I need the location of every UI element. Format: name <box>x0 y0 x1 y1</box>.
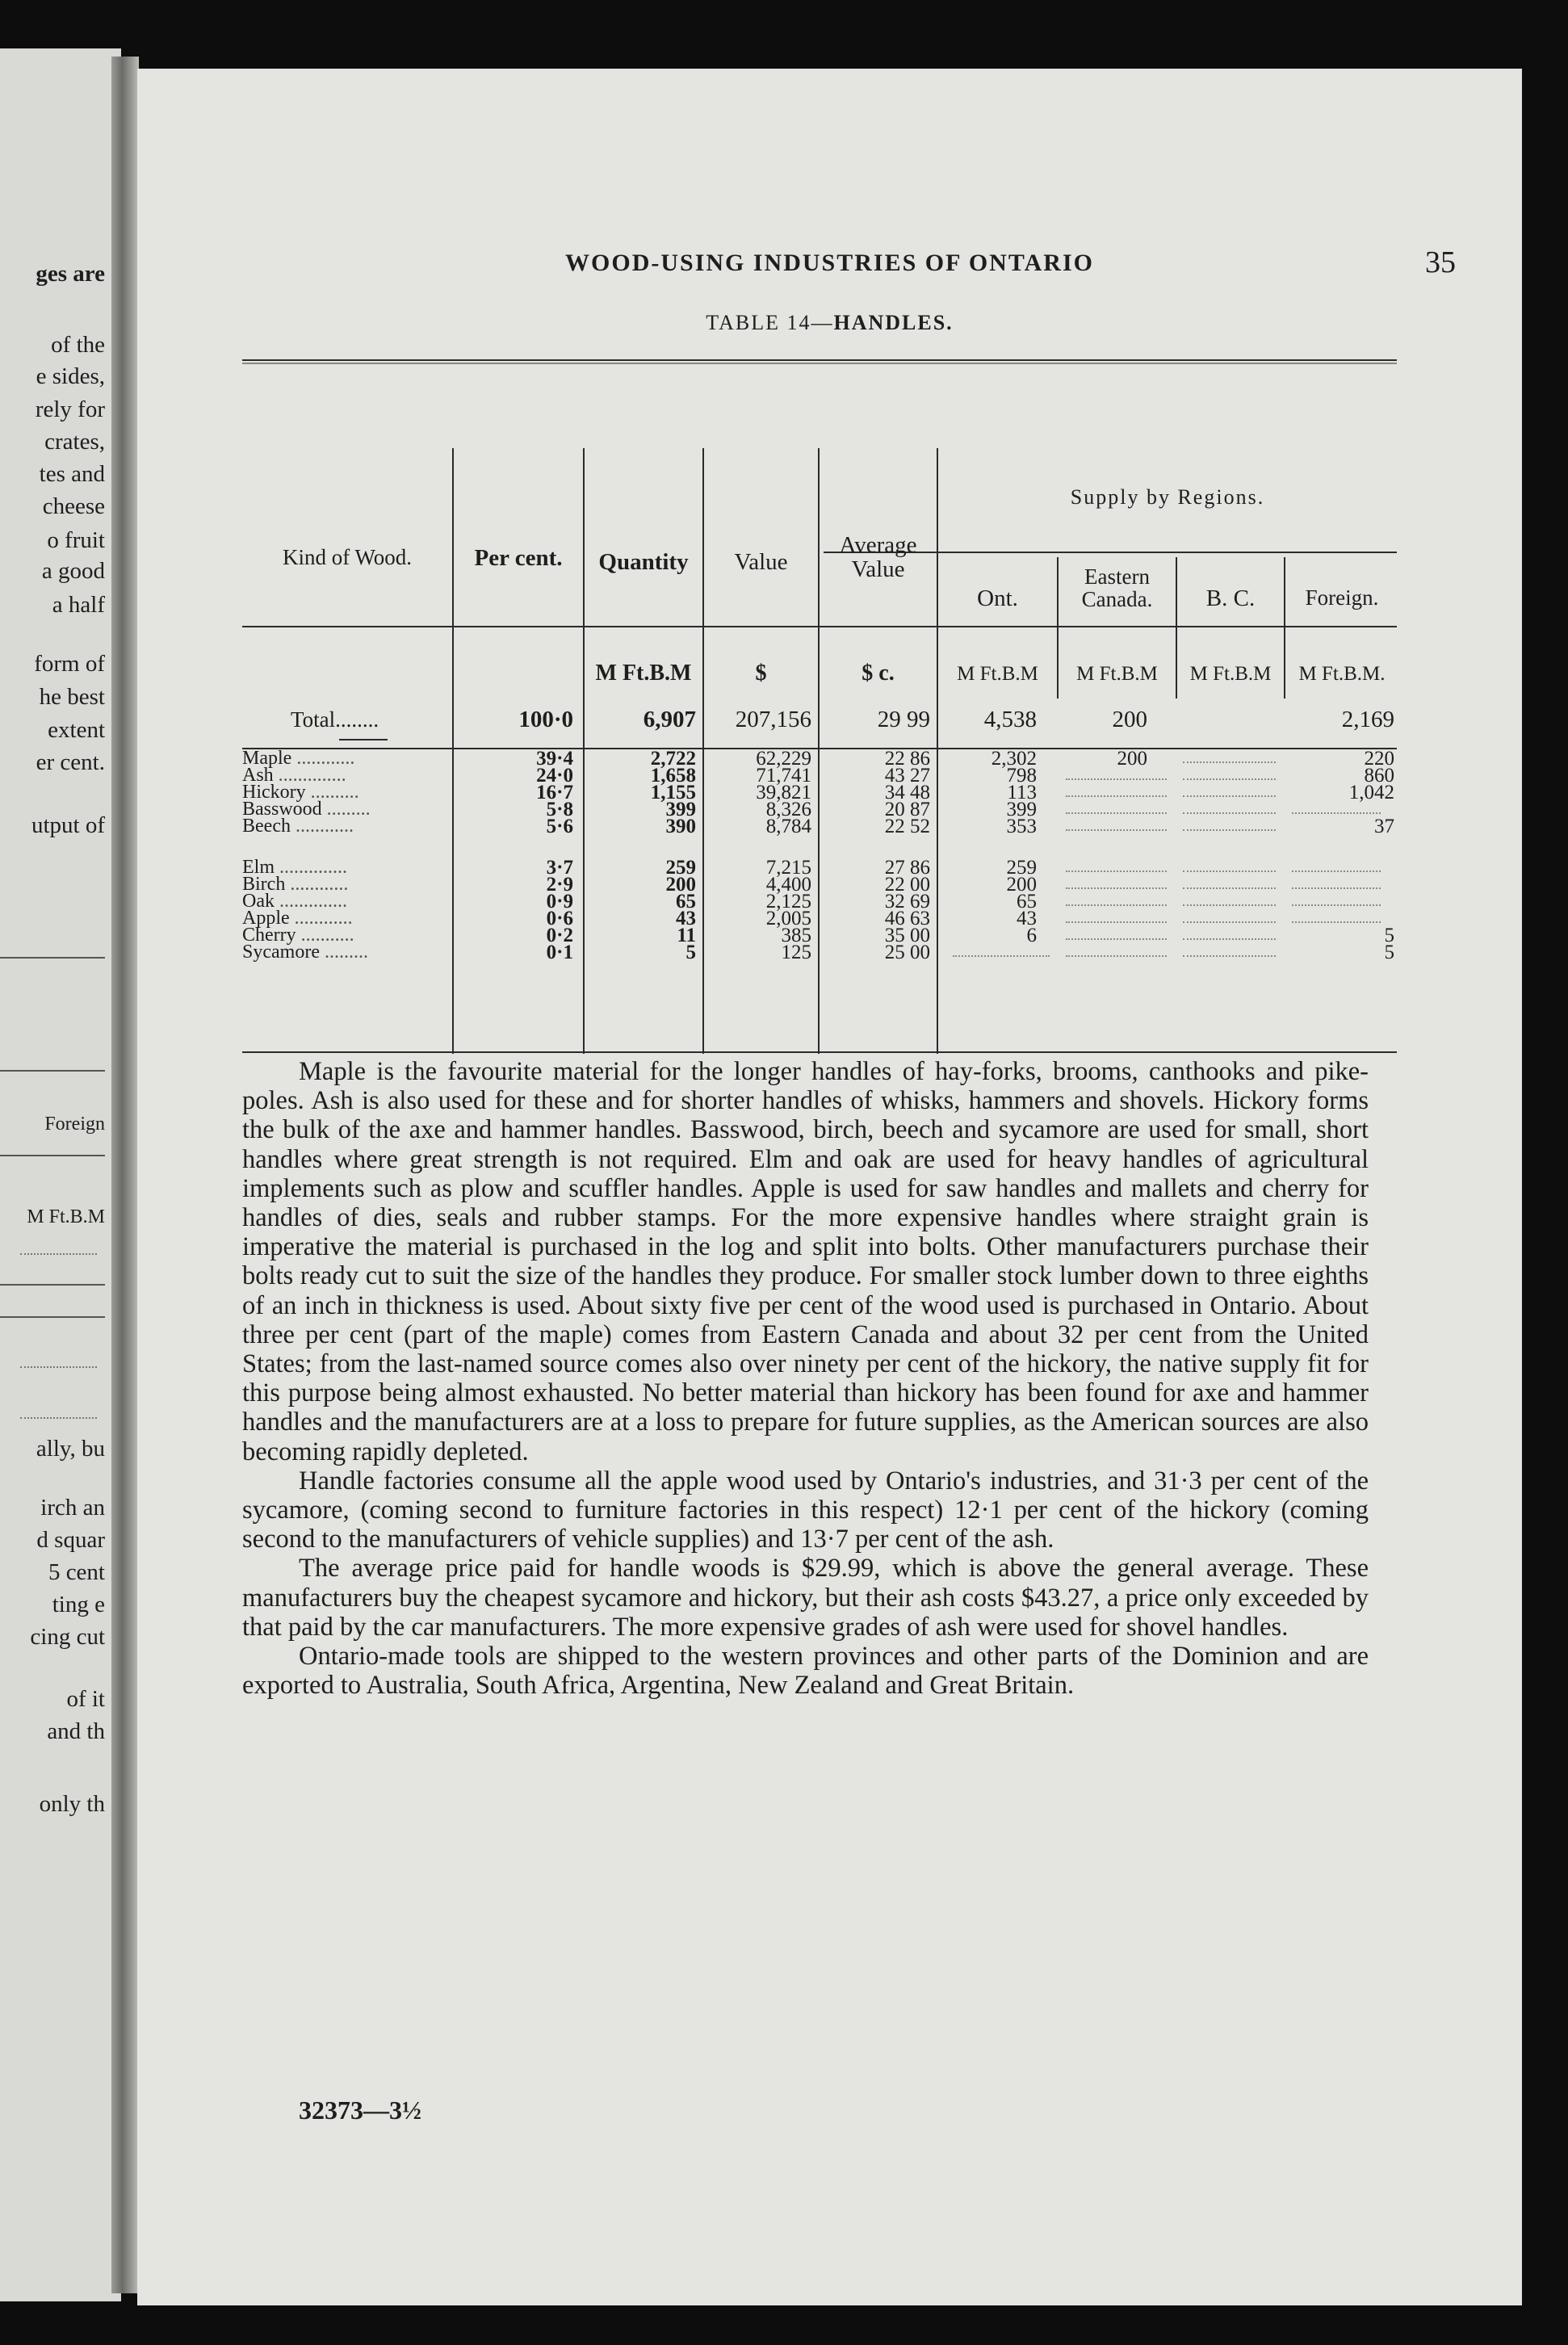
running-head: WOOD-USING INDUSTRIES OF ONTARIO <box>565 250 1094 276</box>
left-page-leader <box>20 1253 97 1255</box>
row-foreign: 1,042 <box>1348 782 1394 803</box>
row-average: 27 86 <box>884 857 930 879</box>
total-foreign: 2,169 <box>1341 707 1394 732</box>
left-page-text: utput of <box>31 812 105 838</box>
header-quantity: Quantity <box>598 549 689 575</box>
row-average: 46 63 <box>884 908 930 929</box>
row-quantity: 399 <box>665 799 696 820</box>
row-value: 4,400 <box>765 874 811 896</box>
empty-cell-leader <box>1066 829 1167 831</box>
empty-cell-leader <box>1066 955 1167 957</box>
left-page-rule <box>0 1316 105 1318</box>
row-ont: 113 <box>1007 782 1037 803</box>
empty-cell-leader <box>1066 938 1167 940</box>
left-page-text: o fruit <box>47 527 105 553</box>
paragraph-1: Maple is the favourite material for the longer handles of hay-forks, brooms, canthooks and pike-poles. Ash is also used for these and for shorter handles of whisks, hammers and shovels. Hickory forms the bulk of the axe and hammer handles. Basswood, birch, beech and sycamore are used for small, short handles where great strength is not required. Elm and oak are used for heavy handles of agricultural implements such as plow and scuffler handles. Apple is used for saw handles and mallets and cherry for handles of dies, seals and rubber stamps. For the more expensive handles where straight grain is imperative the material is purchased in the log and split into bolts. Other manufacturers purchase their bolts ready cut to suit the size of the handles they produce. For smaller stock lumber down to three eighths of an inch in thickness is used. About sixty five per cent of the wood used is purchased in Ontario. About three per cent (part of the maple) comes from Eastern Canada and about 32 per cent from the United States; from the last-named source comes also over ninety per cent of the hickory, the native supply fit for this purpose being almost exhausted. No better material than hickory has been found for axe and hammer handles and the manufacturers are at a loss to prepare for future supplies, as the American sources are also becoming rapidly depleted. <box>242 1057 1369 1466</box>
left-page-text: crates, <box>44 429 105 455</box>
row-average: 20 87 <box>884 799 930 820</box>
left-page-text: he best <box>39 684 105 710</box>
row-value: 8,784 <box>765 816 811 837</box>
row-quantity: 2,722 <box>650 748 696 770</box>
header-average-value: Average Value <box>839 532 917 583</box>
left-page-rule <box>0 1070 105 1072</box>
empty-cell-leader <box>1183 921 1276 923</box>
empty-cell-leader <box>1183 812 1276 814</box>
document-page <box>137 69 1522 2305</box>
row-kind-text: Oak <box>242 891 275 912</box>
left-page-text: cheese <box>42 493 105 519</box>
row-value: 71,741 <box>756 765 811 787</box>
row-quantity: 65 <box>676 891 696 912</box>
row-kind: Beech ............ <box>242 816 354 837</box>
row-value: 2,125 <box>765 891 811 912</box>
header-bottom-rule <box>242 626 1397 627</box>
left-page-text: of the <box>51 332 105 358</box>
left-page-text: cing cut <box>30 1624 105 1650</box>
empty-cell-leader <box>1292 921 1381 923</box>
row-per-cent: 0·9 <box>546 891 573 912</box>
row-kind-text: Apple <box>242 908 290 929</box>
header-bc: B. C. <box>1205 585 1256 611</box>
row-value: 62,229 <box>756 748 811 770</box>
row-kind: Cherry ........... <box>242 925 354 946</box>
row-kind-text: Birch <box>242 874 286 895</box>
row-quantity: 1,155 <box>650 782 696 803</box>
left-page-text: a good <box>41 558 105 584</box>
row-kind-text: Hickory <box>242 782 306 803</box>
row-foreign: 860 <box>1364 765 1394 787</box>
left-page-rule <box>0 957 105 959</box>
empty-cell-leader <box>1066 887 1167 889</box>
total-label-underline <box>339 739 388 740</box>
left-page-text: form of <box>34 651 105 677</box>
empty-cell-leader <box>1183 795 1276 797</box>
unit-quantity: M Ft.B.M <box>595 661 692 686</box>
row-quantity: 200 <box>665 874 696 896</box>
empty-cell-leader <box>1183 870 1276 872</box>
header-supply-by-regions: Supply by Regions. <box>1070 485 1265 509</box>
unit-foreign: M Ft.B.M. <box>1298 663 1386 685</box>
total-quantity: 6,907 <box>643 707 696 732</box>
table-bottom-rule <box>242 1051 1397 1053</box>
left-page-text: rely for <box>35 396 105 422</box>
row-kind: Elm .............. <box>242 857 347 878</box>
row-ont: 353 <box>1006 816 1037 837</box>
total-value: 207,156 <box>735 707 811 732</box>
table-caption <box>137 311 1522 335</box>
left-page-text: ting e <box>52 1592 105 1617</box>
row-kind: Apple ............ <box>242 908 353 929</box>
row-average: 43 27 <box>884 765 930 787</box>
row-per-cent: 0·1 <box>546 942 573 963</box>
body-text <box>242 1057 1369 1700</box>
empty-cell-leader <box>1066 921 1167 923</box>
row-foreign: 220 <box>1364 748 1394 770</box>
row-value: 125 <box>781 942 811 963</box>
empty-cell-leader <box>953 955 1050 957</box>
header-per-cent: Per cent. <box>474 545 563 571</box>
empty-cell-leader <box>1066 812 1167 814</box>
row-quantity: 43 <box>676 908 696 929</box>
empty-cell-leader <box>1183 955 1276 957</box>
total-ontario: 4,538 <box>983 707 1037 732</box>
row-quantity: 390 <box>665 816 696 837</box>
empty-cell-leader <box>1183 938 1276 940</box>
row-ont: 200 <box>1006 874 1037 896</box>
footer-printer-code: 32373—3½ <box>299 2095 421 2125</box>
book-gutter <box>111 57 139 2293</box>
row-average: 22 52 <box>884 816 930 837</box>
row-average: 22 86 <box>884 748 930 770</box>
previous-page-fragment <box>0 48 121 2301</box>
left-page-text: irch an <box>40 1495 105 1521</box>
row-ont: 6 <box>1026 925 1037 946</box>
empty-cell-leader <box>1066 795 1167 797</box>
left-page-rule <box>0 1284 105 1286</box>
row-per-cent: 0·6 <box>546 908 573 929</box>
table-top-rule-2 <box>242 363 1397 364</box>
row-kind-text: Elm <box>242 857 275 878</box>
empty-cell-leader <box>1183 829 1276 831</box>
row-average: 35 00 <box>884 925 930 946</box>
row-kind-text: Maple <box>242 748 292 769</box>
row-value: 7,215 <box>765 857 811 879</box>
row-quantity: 11 <box>677 925 696 946</box>
left-page-text: and th <box>47 1718 105 1744</box>
empty-cell-leader <box>1292 904 1381 906</box>
row-kind: Sycamore ......... <box>242 942 368 963</box>
left-page-text: M Ft.B.M <box>27 1206 105 1227</box>
unit-ontario: M Ft.B.M <box>957 663 1038 685</box>
table-top-rule <box>242 359 1397 361</box>
empty-cell-leader <box>1066 778 1167 780</box>
left-page-leader <box>20 1417 97 1419</box>
total-per-cent: 100·0 <box>518 707 573 732</box>
left-page-leader <box>20 1366 97 1368</box>
paragraph-4: Ontario-made tools are shipped to the western provinces and other parts of the Dominion and are exported to Australia, South Africa, Argentina, New Zealand and Great Britain. <box>242 1642 1369 1701</box>
left-page-rule <box>0 1155 105 1156</box>
empty-cell-leader <box>1292 887 1381 889</box>
left-page-text: d squar <box>36 1527 105 1553</box>
row-ont: 399 <box>1006 799 1037 820</box>
left-page-text: e sides, <box>36 363 105 389</box>
row-kind: Maple ............ <box>242 748 355 769</box>
paragraph-3: The average price paid for handle woods is $29.99, which is above the general average. These manufacturers buy the cheapest sycamore and hickory, but their ash costs $43.27, a price only exceeded by that paid by the car manufacturers. The more expensive grades of ash were used for shovel handles. <box>242 1554 1369 1642</box>
unit-average-value: $ c. <box>862 661 895 686</box>
row-foreign: 37 <box>1374 816 1394 837</box>
empty-cell-leader <box>1183 761 1276 763</box>
row-kind-text: Sycamore <box>242 942 320 963</box>
row-per-cent: 24·0 <box>536 765 573 787</box>
paragraph-2: Handle factories consume all the apple wood used by Ontario's industries, and 31·3 per cent of the sycamore, (coming second to furniture factories in this respect) 12·1 per cent of the hickory (coming second to the manufacturers of vehicle supplies) and 13·7 per cent of the ash. <box>242 1466 1369 1554</box>
row-value: 385 <box>781 925 811 946</box>
empty-cell-leader <box>1183 778 1276 780</box>
row-value: 39,821 <box>756 782 811 803</box>
row-foreign: 5 <box>1384 942 1394 963</box>
header-kind-of-wood: Kind of Wood. <box>282 545 413 569</box>
row-quantity: 1,658 <box>650 765 696 787</box>
row-quantity: 259 <box>665 857 696 879</box>
row-ont: 259 <box>1006 857 1037 879</box>
row-kind-text: Ash <box>242 765 274 786</box>
row-quantity: 5 <box>685 942 696 963</box>
empty-cell-leader <box>1066 870 1167 872</box>
row-kind: Oak .............. <box>242 891 347 912</box>
row-average: 34 48 <box>884 782 930 803</box>
row-kind-text: Basswood <box>242 799 322 820</box>
header-value: Value <box>734 549 788 575</box>
row-per-cent: 0·2 <box>546 925 573 946</box>
row-average: 25 00 <box>884 942 930 963</box>
row-per-cent: 2·9 <box>546 874 573 896</box>
row-per-cent: 39·4 <box>536 748 573 770</box>
empty-cell-leader <box>1183 904 1276 906</box>
total-label-text: Total <box>291 707 336 732</box>
row-ont: 65 <box>1017 891 1037 912</box>
unit-bc: M Ft.B.M <box>1189 663 1272 685</box>
row-per-cent: 16·7 <box>536 782 573 803</box>
row-kind-text: Beech <box>242 816 291 837</box>
header-eastern-canada: Eastern Canada. <box>1081 564 1153 612</box>
left-page-text: ges are <box>36 261 105 287</box>
row-per-cent: 5·6 <box>546 816 573 837</box>
left-page-text: ally, bu <box>36 1436 105 1462</box>
table-caption-title: HANDLES. <box>833 311 954 334</box>
empty-cell-leader <box>1066 904 1167 906</box>
row-per-cent: 3·7 <box>546 857 573 879</box>
header-foreign: Foreign. <box>1305 585 1379 610</box>
row-foreign: 5 <box>1384 925 1394 946</box>
empty-cell-leader <box>1292 812 1381 814</box>
left-page-text: only th <box>39 1791 105 1817</box>
page-number: 35 <box>1425 245 1456 279</box>
total-eastern-canada: 200 <box>1112 707 1147 732</box>
left-page-text: extent <box>48 717 105 743</box>
row-ont: 2,302 <box>991 748 1037 770</box>
left-page-text: tes and <box>39 461 105 487</box>
row-kind: Hickory .......... <box>242 782 359 803</box>
row-eastern: 200 <box>1117 748 1147 770</box>
unit-eastern-canada: M Ft.B.M <box>1076 663 1158 685</box>
row-kind: Ash .............. <box>242 765 346 786</box>
left-page-text: Foreign <box>44 1114 105 1135</box>
row-ont: 798 <box>1006 765 1037 787</box>
row-average: 32 69 <box>884 891 930 912</box>
header-ontario: Ont. <box>977 585 1018 611</box>
empty-cell-leader <box>1292 870 1381 872</box>
empty-cell-leader <box>1183 887 1276 889</box>
row-kind: Basswood ......... <box>242 799 371 820</box>
row-value: 2,005 <box>765 908 811 929</box>
unit-value: $ <box>755 661 767 686</box>
row-kind-text: Cherry <box>242 925 296 946</box>
left-page-text: a half <box>52 592 105 618</box>
row-average: 22 00 <box>884 874 930 896</box>
left-page-text: 5 cent <box>48 1559 105 1585</box>
left-page-text: of it <box>66 1686 105 1712</box>
row-ont: 43 <box>1017 908 1037 929</box>
row-per-cent: 5·8 <box>546 799 573 820</box>
total-average: 29 99 <box>877 707 930 732</box>
row-kind: Birch ............ <box>242 874 349 895</box>
handles-table <box>242 359 1469 1054</box>
left-page-text: er cent. <box>36 749 105 775</box>
row-value: 8,326 <box>765 799 811 820</box>
total-label: Total........ <box>291 707 379 732</box>
table-caption-prefix: TABLE 14— <box>706 311 834 334</box>
